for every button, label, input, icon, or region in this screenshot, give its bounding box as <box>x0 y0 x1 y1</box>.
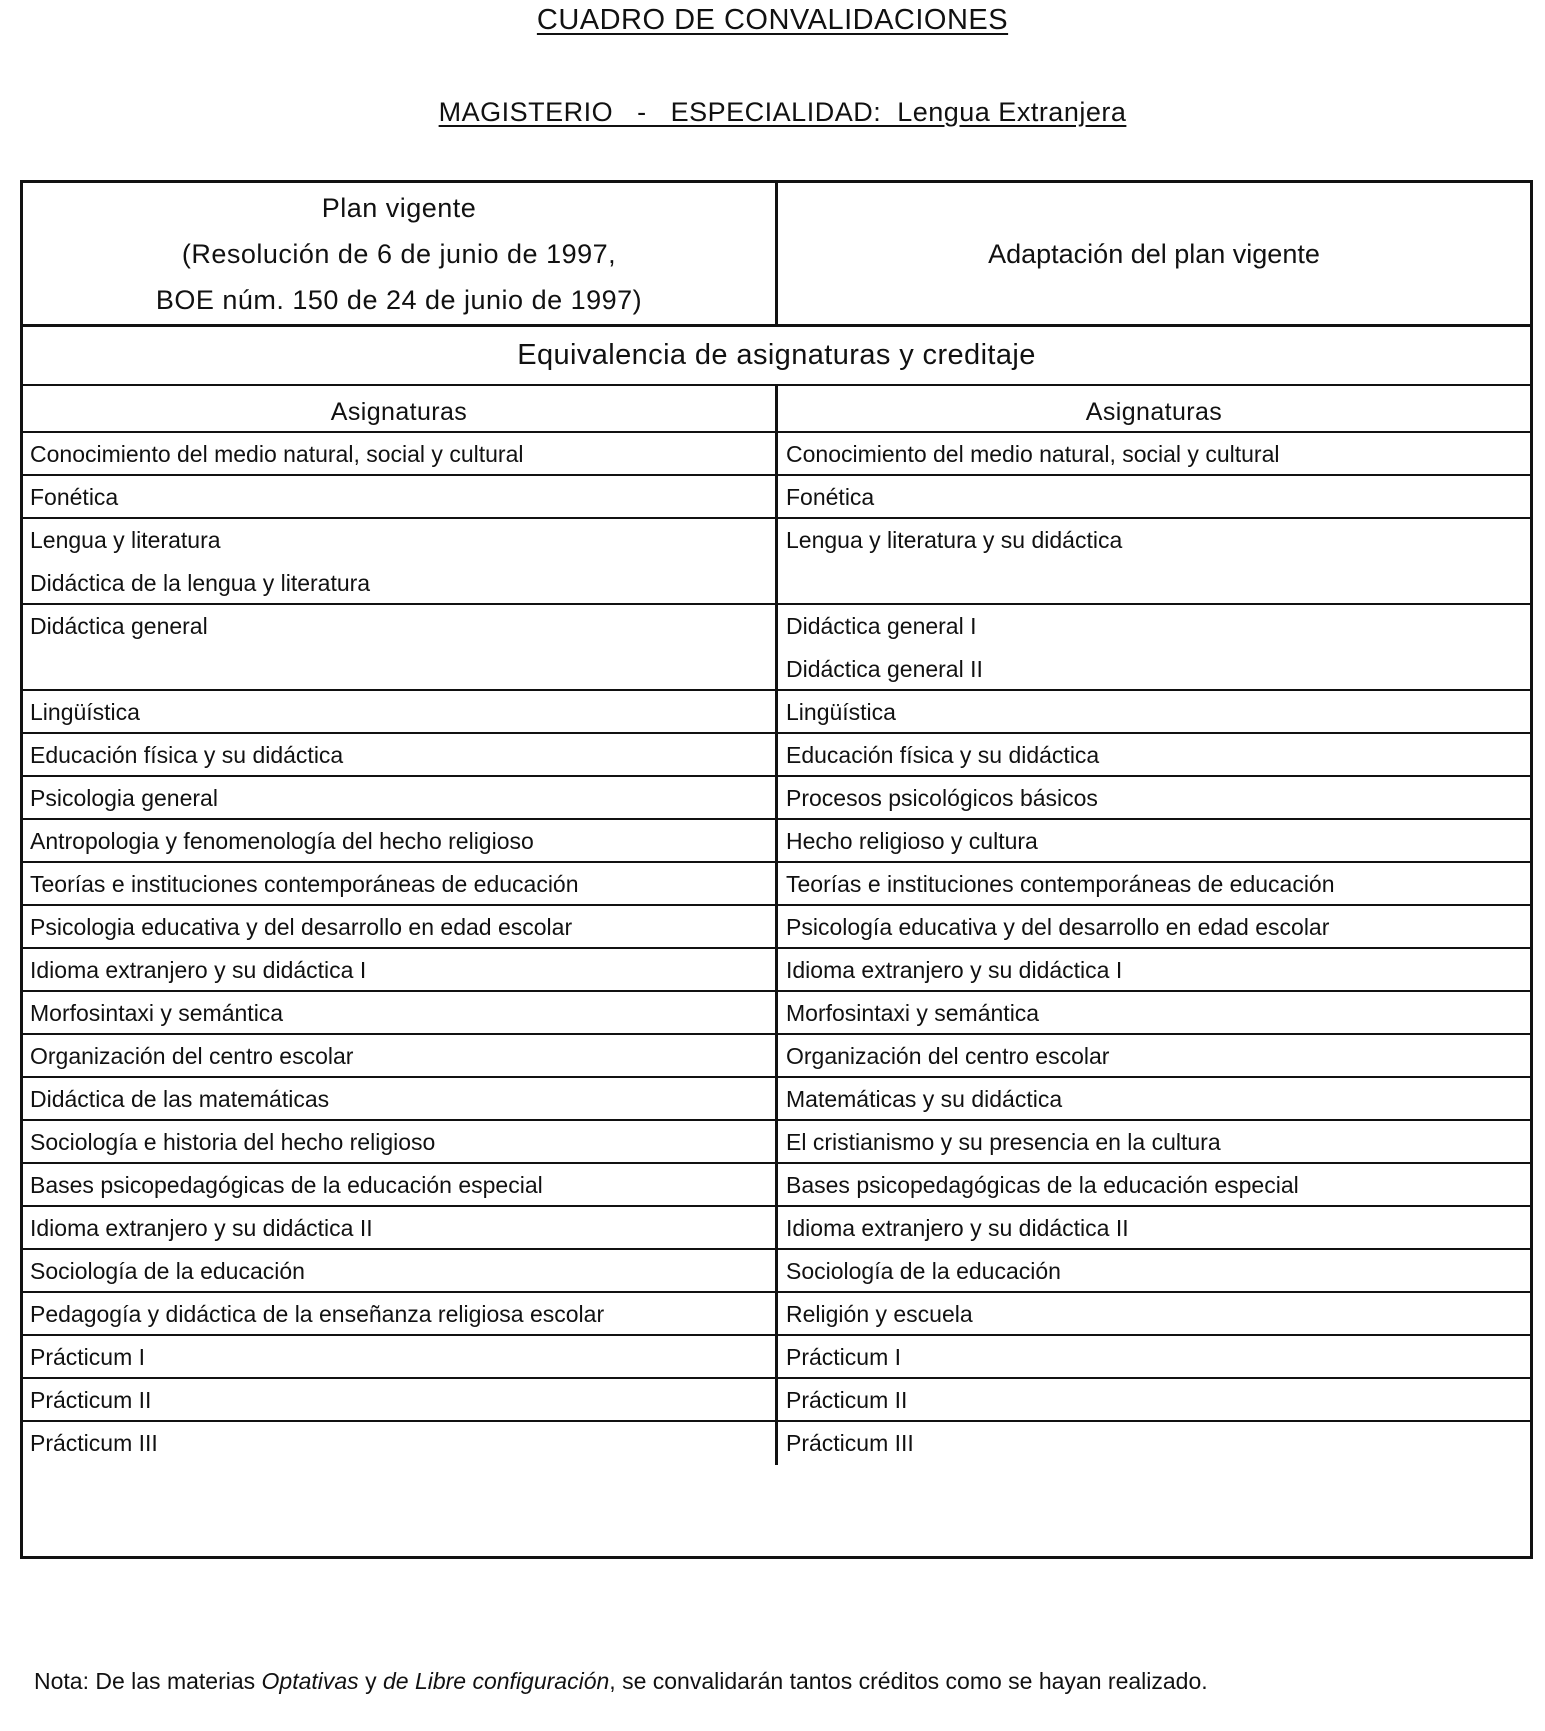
header-left-line: Plan vigente <box>321 192 477 223</box>
subject-name: Prácticum II <box>30 1387 152 1413</box>
table-header-row <box>23 183 1530 327</box>
subject-name: Lengua y literatura <box>30 527 221 553</box>
document-subtitle: MAGISTERIO - ESPECIALIDAD: Lengua Extranjera <box>438 97 1127 127</box>
adaptacion-cell <box>778 605 1530 689</box>
subject-name: Morfosintaxi y semántica <box>30 1000 284 1026</box>
table-row <box>23 1078 1530 1121</box>
adaptacion-cell <box>778 519 1530 603</box>
table-row <box>23 906 1530 949</box>
subject-name: Lengua y literatura y su didáctica <box>786 527 1123 553</box>
column-header-right: Asignaturas <box>1085 398 1223 426</box>
subject-name: Conocimiento del medio natural, social y cultural <box>786 441 1280 467</box>
subject-name: Didáctica de las matemáticas <box>30 1086 330 1112</box>
header-left-line: (Resolución de 6 de junio de 1997, <box>181 238 617 269</box>
document-title: CUADRO DE CONVALIDACIONES <box>536 4 1009 36</box>
subject-name: Lingüística <box>786 699 896 725</box>
table-row <box>23 1164 1530 1207</box>
subject-name: Antropologia y fenomenología del hecho religioso <box>30 828 534 854</box>
adaptacion-cell <box>778 992 1530 1033</box>
subject-name: Prácticum I <box>786 1344 902 1370</box>
adaptacion-cell <box>778 949 1530 990</box>
subject-name: Educación física y su didáctica <box>786 742 1100 768</box>
subject-name: Bases psicopedagógicas de la educación especial <box>786 1172 1299 1198</box>
plan-vigente-cell <box>23 1164 778 1205</box>
equivalence-title: Equivalencia de asignaturas y creditaje <box>23 327 1530 386</box>
subject-name: Morfosintaxi y semántica <box>786 1000 1040 1026</box>
plan-vigente-cell <box>23 820 778 861</box>
adaptacion-cell <box>778 1293 1530 1334</box>
plan-vigente-cell <box>23 1293 778 1334</box>
plan-vigente-cell <box>23 734 778 775</box>
table-row <box>23 1250 1530 1293</box>
subject-name: Sociología de la educación <box>30 1258 305 1284</box>
table-row <box>23 476 1530 519</box>
plan-vigente-cell <box>23 691 778 732</box>
subject-name: Idioma extranjero y su didáctica I <box>786 957 1123 983</box>
plan-vigente-cell <box>23 863 778 904</box>
subject-name: Teorías e instituciones contemporáneas de educación <box>30 871 579 897</box>
subject-name: Fonética <box>786 484 875 510</box>
plan-vigente-cell <box>23 906 778 947</box>
adaptacion-cell <box>778 1250 1530 1291</box>
table-row <box>23 433 1530 476</box>
subject-name <box>30 648 775 691</box>
table-row <box>23 691 1530 734</box>
subject-name: Prácticum II <box>786 1387 908 1413</box>
table-row <box>23 519 1530 605</box>
subject-name: Procesos psicológicos básicos <box>786 785 1098 811</box>
table-body <box>23 433 1530 1465</box>
plan-vigente-cell <box>23 433 778 474</box>
subject-name: Organización del centro escolar <box>786 1043 1110 1069</box>
adaptacion-cell <box>778 1379 1530 1420</box>
footnote: Nota: De las materias Optativas y de Libre configuración, se convalidarán tantos créditos como se hayan realizado. <box>34 1668 1208 1694</box>
subject-name: Religión y escuela <box>786 1301 973 1327</box>
table-row <box>23 863 1530 906</box>
subject-name <box>786 562 1530 605</box>
table-row <box>23 992 1530 1035</box>
adaptacion-header: Adaptación del plan vigente <box>988 238 1320 269</box>
plan-vigente-cell <box>23 476 778 517</box>
subject-name: Prácticum III <box>786 1430 914 1456</box>
plan-vigente-cell <box>23 1336 778 1377</box>
adaptacion-cell <box>778 1207 1530 1248</box>
subject-name: Idioma extranjero y su didáctica II <box>786 1215 1129 1241</box>
plan-vigente-cell <box>23 777 778 818</box>
subject-name: Didáctica general I <box>786 613 977 639</box>
adaptacion-cell <box>778 691 1530 732</box>
subject-name: Idioma extranjero y su didáctica I <box>30 957 367 983</box>
subject-name: Psicologia educativa y del desarrollo en edad escolar <box>30 914 573 940</box>
plan-vigente-cell <box>23 1121 778 1162</box>
subject-name: El cristianismo y su presencia en la cultura <box>786 1129 1221 1155</box>
subject-name: Pedagogía y didáctica de la enseñanza religiosa escolar <box>30 1301 605 1327</box>
table-row <box>23 1336 1530 1379</box>
adaptacion-cell <box>778 476 1530 517</box>
subject-name: Hecho religioso y cultura <box>786 828 1038 854</box>
plan-vigente-cell <box>23 1078 778 1119</box>
adaptacion-cell <box>778 906 1530 947</box>
table-row <box>23 1035 1530 1078</box>
plan-vigente-cell <box>23 1035 778 1076</box>
subject-name: Prácticum I <box>30 1344 146 1370</box>
subject-name: Fonética <box>30 484 119 510</box>
subject-name: Didáctica general <box>30 613 208 639</box>
adaptacion-cell <box>778 1078 1530 1119</box>
adaptacion-cell <box>778 734 1530 775</box>
convalidation-table <box>20 180 1533 1559</box>
table-row <box>23 734 1530 777</box>
subject-name: Didáctica de la lengua y literatura <box>30 570 371 596</box>
subject-name: Sociología e historia del hecho religioso <box>30 1129 436 1155</box>
subject-name: Educación física y su didáctica <box>30 742 344 768</box>
subject-name: Sociología de la educación <box>786 1258 1061 1284</box>
table-row <box>23 1207 1530 1250</box>
plan-vigente-cell <box>23 1250 778 1291</box>
plan-vigente-cell <box>23 1207 778 1248</box>
table-row <box>23 1121 1530 1164</box>
plan-vigente-cell <box>23 519 778 603</box>
subject-name: Idioma extranjero y su didáctica II <box>30 1215 373 1241</box>
adaptacion-cell <box>778 1121 1530 1162</box>
table-row <box>23 820 1530 863</box>
table-row <box>23 1379 1530 1422</box>
subject-name: Matemáticas y su didáctica <box>786 1086 1063 1112</box>
subject-name: Bases psicopedagógicas de la educación especial <box>30 1172 543 1198</box>
adaptacion-cell <box>778 1164 1530 1205</box>
header-left-line: BOE núm. 150 de 24 de junio de 1997) <box>155 284 643 315</box>
adaptacion-cell <box>778 777 1530 818</box>
table-row <box>23 949 1530 992</box>
column-header-left: Asignaturas <box>23 386 778 431</box>
adaptacion-cell <box>778 433 1530 474</box>
plan-vigente-cell <box>23 605 778 689</box>
subject-name: Psicologia general <box>30 785 218 811</box>
subject-name: Organización del centro escolar <box>30 1043 354 1069</box>
table-row <box>23 1293 1530 1336</box>
plan-vigente-header <box>23 183 778 324</box>
adaptacion-cell <box>778 1035 1530 1076</box>
plan-vigente-cell <box>23 992 778 1033</box>
subject-name: Teorías e instituciones contemporáneas de educación <box>786 871 1335 897</box>
adaptacion-cell <box>778 1422 1530 1465</box>
subject-name: Prácticum III <box>30 1430 158 1456</box>
adaptacion-cell <box>778 863 1530 904</box>
plan-vigente-cell <box>23 949 778 990</box>
adaptacion-cell <box>778 820 1530 861</box>
table-row <box>23 777 1530 820</box>
subject-name: Lingüística <box>30 699 140 725</box>
column-header-row <box>23 386 1530 433</box>
table-row <box>23 605 1530 691</box>
plan-vigente-cell <box>23 1422 778 1465</box>
table-row <box>23 1422 1530 1465</box>
subject-name: Didáctica general II <box>786 656 983 682</box>
adaptacion-cell <box>778 1336 1530 1377</box>
subject-name: Conocimiento del medio natural, social y cultural <box>30 441 524 467</box>
plan-vigente-cell <box>23 1379 778 1420</box>
subject-name: Psicología educativa y del desarrollo en edad escolar <box>786 914 1330 940</box>
